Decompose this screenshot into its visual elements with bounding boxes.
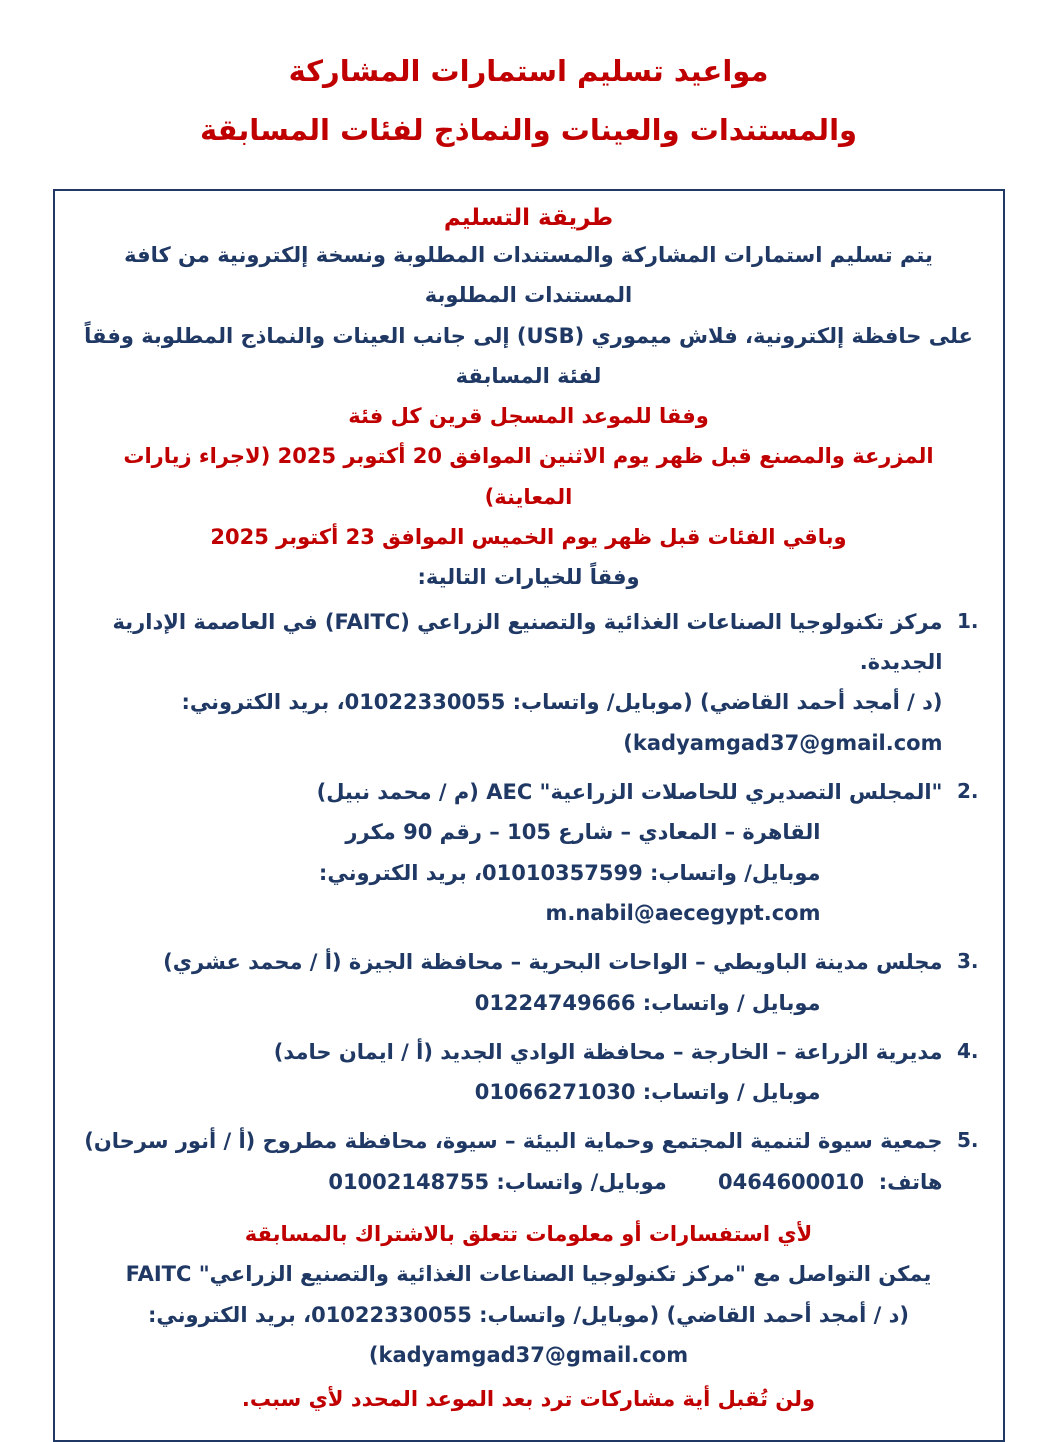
intro-line-1: يتم تسليم استمارات المشاركة والمستندات المطلوبة ونسخة إلكترونية من كافة المستندات المطلوبة bbox=[124, 242, 933, 308]
locations-list bbox=[79, 602, 979, 1202]
location-item-2 bbox=[79, 772, 979, 933]
location-1-contact: (د / أمجد أحمد القاضي) (موبايل/ واتساب: 01022330055، بريد الكتروني: kadyamgad37@gmail.com) bbox=[181, 690, 943, 755]
location-item-1 bbox=[79, 602, 979, 763]
location-5-number: 5. bbox=[956, 1128, 979, 1153]
title-line-1: مواعيد تسليم استمارات المشاركة bbox=[288, 54, 769, 88]
location-item-4 bbox=[79, 1032, 979, 1113]
delivery-method-box bbox=[53, 189, 1005, 1442]
location-4-number: 4. bbox=[956, 1038, 979, 1063]
schedule-farm-deadline: المزرعة والمصنع قبل ظهر يوم الاثنين الموافق 20 أكتوبر 2025 (لاجراء زيارات المعاينة) bbox=[123, 444, 934, 509]
location-2-address: القاهرة – المعادي – شارع 105 – رقم 90 مكرر bbox=[345, 820, 821, 845]
location-3-contact: موبايل / واتساب: 01224749666 bbox=[474, 990, 821, 1015]
location-2-body bbox=[79, 772, 943, 933]
location-2-title: "المجلس التصديري للحاصلات الزراعية" AEC (م / محمد نبيل) bbox=[316, 779, 943, 804]
location-item-3 bbox=[79, 942, 979, 1023]
schedule-other-deadline: وباقي الفئات قبل ظهر يوم الخميس الموافق 23 أكتوبر 2025 bbox=[210, 525, 847, 550]
location-1-title: مركز تكنولوجيا الصناعات الغذائية والتصنيع الزراعي (FAITC) في العاصمة الإدارية الجديدة. bbox=[112, 609, 943, 674]
location-2-number: 2. bbox=[956, 778, 979, 803]
options-label: وفقاً للخيارات التالية: bbox=[417, 565, 640, 590]
location-2-contact: موبايل/ واتساب: 01010357599، بريد الكتروني: m.nabil@aecegypt.com bbox=[318, 860, 821, 925]
inquiries-note: لأي استفسارات أو معلومات تتعلق بالاشتراك بالمسابقة bbox=[244, 1222, 813, 1247]
location-3-title: مجلس مدينة الباويطي – الواحات البحرية – محافظة الجيزة (أ / محمد عشري) bbox=[163, 950, 943, 975]
location-4-body bbox=[79, 1032, 943, 1113]
document-title bbox=[0, 42, 1057, 161]
location-5-contact: هاتف: 0464600010 موبايل/ واتساب: 01002148755 bbox=[328, 1169, 943, 1194]
deadline-warning: ولن تُقبل أية مشاركات ترد بعد الموعد المحدد لأي سبب. bbox=[241, 1387, 816, 1412]
contact-person-line: (د / أمجد أحمد القاضي) (موبايل/ واتساب: 01022330055، بريد الكتروني: kadyamgad37@gmail.com) bbox=[148, 1302, 909, 1367]
location-5-title: جمعية سيوة لتنمية المجتمع وحماية البيئة – سيوة، محافظة مطروح (أ / أنور سرحان) bbox=[84, 1129, 943, 1154]
location-1-number: 1. bbox=[956, 608, 979, 633]
location-item-5 bbox=[79, 1121, 979, 1202]
location-5-body bbox=[79, 1121, 943, 1202]
location-1-body bbox=[79, 602, 943, 763]
location-3-number: 3. bbox=[956, 949, 979, 974]
location-4-contact: موبايل / واتساب: 01066271030 bbox=[474, 1080, 821, 1105]
delivery-method-heading: طريقة التسليم bbox=[443, 204, 614, 231]
location-4-title: مديرية الزراعة – الخارجة – محافظة الوادي الجديد (أ / ايمان حامد) bbox=[273, 1039, 943, 1064]
title-line-2: والمستندات والعينات والنماذج لفئات المسابقة bbox=[199, 113, 858, 148]
intro-line-2: على حافظة إلكترونية، فلاش ميموري (USB) إلى جانب العينات والنماذج المطلوبة وفقاً لفئة المسابقة bbox=[84, 323, 973, 388]
schedule-intro: وفقا للموعد المسجل قرين كل فئة bbox=[348, 404, 709, 429]
location-3-body bbox=[79, 942, 943, 1023]
contact-center-line: يمكن التواصل مع "مركز تكنولوجيا الصناعات الغذائية والتصنيع الزراعي" FAITC bbox=[125, 1262, 932, 1287]
